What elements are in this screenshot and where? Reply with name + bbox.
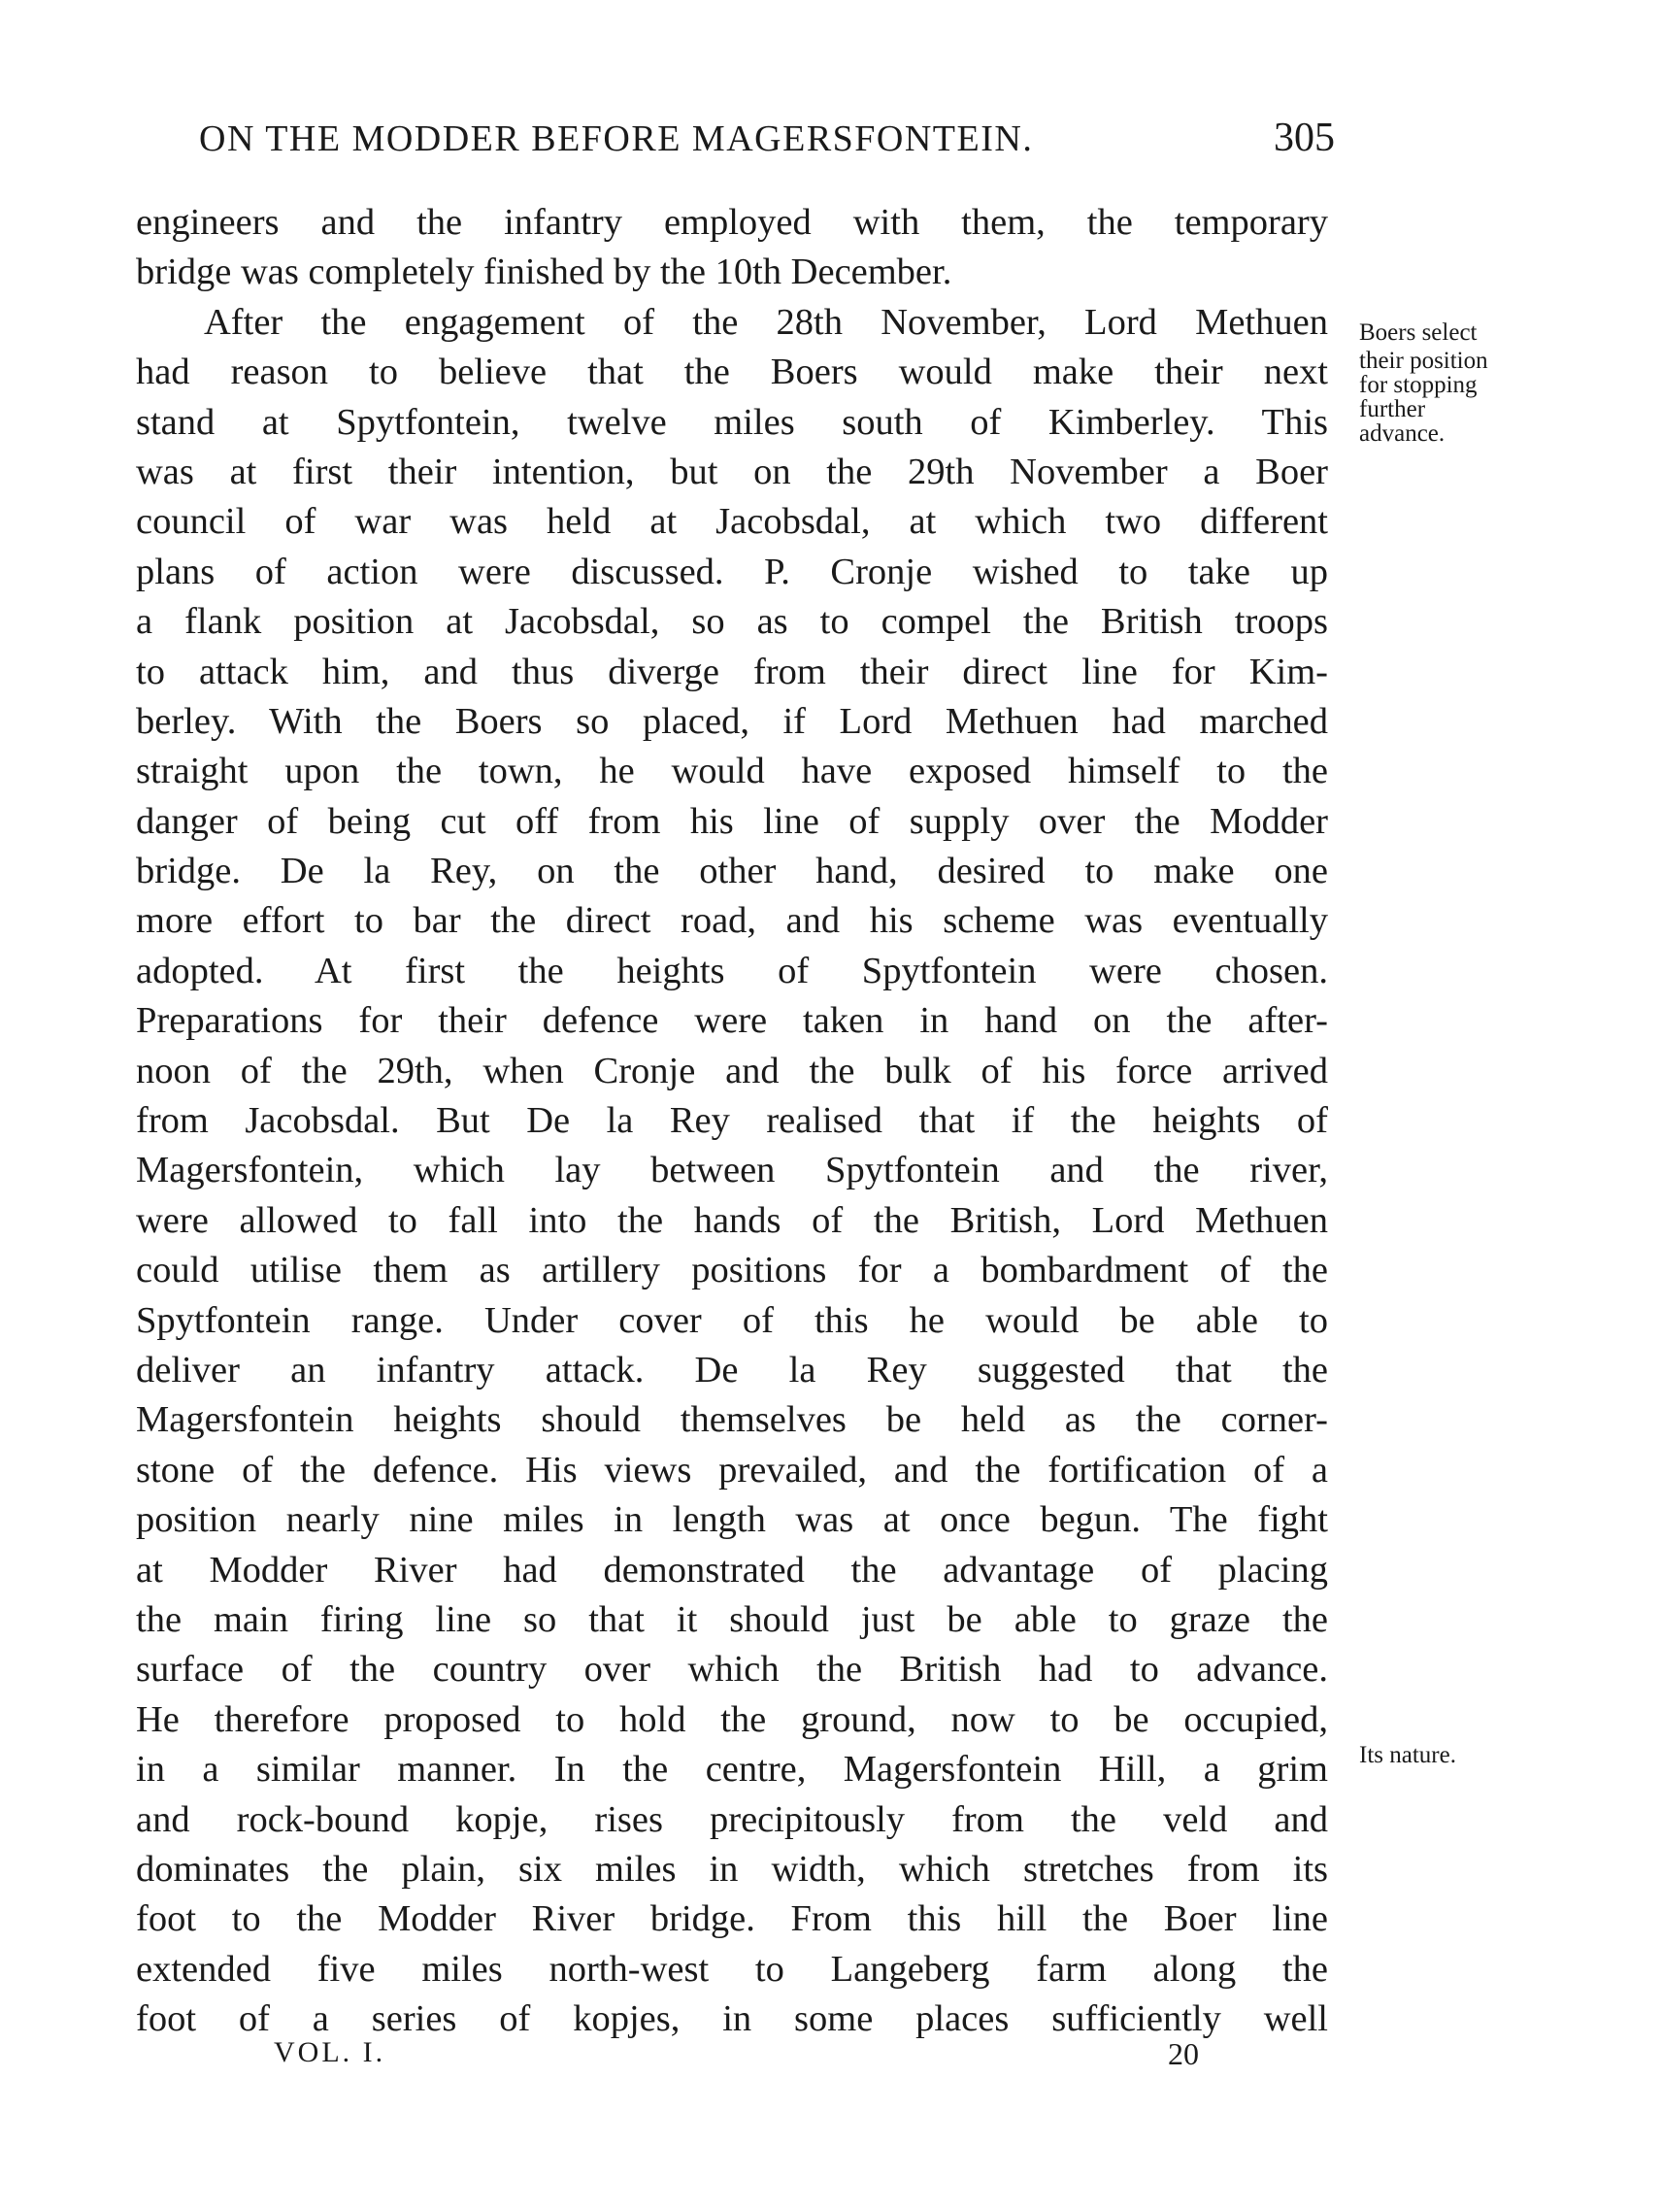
- text-line: extended five miles north-west to Langeberg farm along the: [136, 1948, 1328, 1990]
- text-line: from Jacobsdal. But De la Rey realised that if the heights of: [136, 1100, 1328, 1142]
- text-line: straight upon the town, he would have exposed himself to the: [136, 751, 1328, 792]
- text-line: and rock-bound kopje, rises precipitously from the veld and: [136, 1798, 1328, 1840]
- text-line: Preparations for their defence were taken in hand on the after-: [136, 1000, 1328, 1042]
- text-line: bridge was completely finished by the 10th December.: [136, 251, 952, 293]
- page-number: 305: [1274, 116, 1335, 160]
- margin-note-its-nature: [1359, 1743, 1456, 1767]
- margin-note-line: for stopping: [1359, 372, 1478, 398]
- text-line: more effort to bar the direct road, and his scheme was eventually: [136, 900, 1328, 942]
- text-line: After the engagement of the 28th November, Lord Methuen: [204, 301, 1328, 343]
- margin-note-line: their position: [1359, 348, 1488, 374]
- margin-note-boers-select: [1359, 317, 1488, 446]
- text-line: stone of the defence. His views prevailed, and the fortification of a: [136, 1449, 1328, 1491]
- text-line: noon of the 29th, when Cronje and the bulk of his force arrived: [136, 1050, 1328, 1091]
- body-text: [136, 198, 1328, 2044]
- text-line: Magersfontein heights should themselves be held as the corner-: [136, 1399, 1328, 1441]
- margin-note-line: advance.: [1359, 420, 1446, 447]
- text-line: stand at Spytfontein, twelve miles south of Kimberley. This: [136, 401, 1328, 443]
- text-line: He therefore proposed to hold the ground, now to be occupied,: [136, 1698, 1328, 1740]
- margin-note-line: Its nature.: [1359, 1742, 1456, 1768]
- text-line: danger of being cut off from his line of supply over the Modder: [136, 800, 1328, 842]
- text-line: plans of action were discussed. P. Cronje wished to take up: [136, 551, 1328, 592]
- text-line: were allowed to fall into the hands of the British, Lord Methuen: [136, 1199, 1328, 1241]
- signature-number: 20: [1168, 2036, 1199, 2071]
- text-line: council of war was held at Jacobsdal, at which two different: [136, 501, 1328, 543]
- text-line: a flank position at Jacobsdal, so as to compel the British troops: [136, 601, 1328, 643]
- text-line: Spytfontein range. Under cover of this he would be able to: [136, 1299, 1328, 1341]
- text-line: deliver an infantry attack. De la Rey suggested that the: [136, 1349, 1328, 1391]
- text-line: was at first their intention, but on the 29th November a Boer: [136, 451, 1328, 492]
- text-line: engineers and the infantry employed with them, the temporary: [136, 202, 1328, 243]
- text-line: adopted. At first the heights of Spytfontein were chosen.: [136, 950, 1328, 991]
- text-line: had reason to believe that the Boers would make their next: [136, 352, 1328, 393]
- text-line: foot to the Modder River bridge. From this hill the Boer line: [136, 1898, 1328, 1940]
- signature-mark: VOL. I.: [274, 2036, 386, 2068]
- text-line: could utilise them as artillery positions for a bombardment of the: [136, 1250, 1328, 1291]
- text-line: position nearly nine miles in length was at once begun. The fight: [136, 1499, 1328, 1541]
- margin-note-line: Boers select: [1359, 319, 1478, 346]
- text-line: bridge. De la Rey, on the other hand, desired to make one: [136, 851, 1328, 892]
- text-line: to attack him, and thus diverge from their direct line for Kim-: [136, 651, 1328, 692]
- text-line: surface of the country over which the British had to advance.: [136, 1649, 1328, 1691]
- running-header: [199, 115, 1335, 161]
- text-line: foot of a series of kopjes, in some places sufficiently well: [136, 1998, 1328, 2040]
- text-line: Magersfontein, which lay between Spytfontein and the river,: [136, 1150, 1328, 1191]
- text-line: at Modder River had demonstrated the advantage of placing: [136, 1549, 1328, 1591]
- text-line: berley. With the Boers so placed, if Lord Methuen had marched: [136, 700, 1328, 742]
- text-line: dominates the plain, six miles in width, which stretches from its: [136, 1848, 1328, 1890]
- margin-note-line: further: [1359, 396, 1426, 422]
- text-line: the main firing line so that it should just be able to graze the: [136, 1598, 1328, 1640]
- running-title: ON THE MODDER BEFORE MAGERSFONTEIN.: [199, 118, 1034, 159]
- text-line: in a similar manner. In the centre, Magersfontein Hill, a grim: [136, 1749, 1328, 1791]
